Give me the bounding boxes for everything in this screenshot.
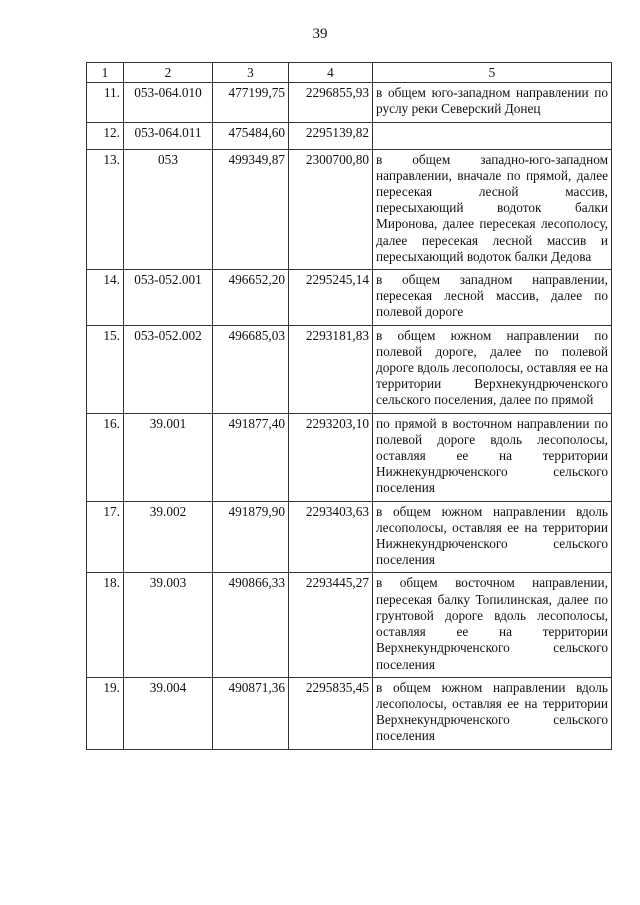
header-col-3: 3: [213, 63, 289, 83]
x-coordinate: 490866,33: [213, 573, 289, 677]
header-col-5: 5: [373, 63, 612, 83]
point-code: 39.002: [124, 501, 213, 573]
table-row: [87, 413, 612, 501]
point-code: 39.001: [124, 413, 213, 501]
row-number: 14.: [87, 270, 124, 326]
boundary-points-table: [86, 62, 612, 750]
boundary-description: в общем южном направлении вдоль лесополосы, оставляя ее на территории Нижнекундрюченского сельского поселения: [373, 501, 612, 573]
table-row: [87, 270, 612, 326]
boundary-description: [373, 122, 612, 149]
x-coordinate: 491879,90: [213, 501, 289, 573]
table-row: [87, 83, 612, 122]
x-coordinate: 496685,03: [213, 325, 289, 413]
x-coordinate: 499349,87: [213, 149, 289, 269]
table-row: [87, 149, 612, 269]
row-number: 11.: [87, 83, 124, 122]
row-number: 12.: [87, 122, 124, 149]
x-coordinate: 477199,75: [213, 83, 289, 122]
table-header-row: [87, 63, 612, 83]
y-coordinate: 2300700,80: [289, 149, 373, 269]
x-coordinate: 496652,20: [213, 270, 289, 326]
point-code: 053-052.001: [124, 270, 213, 326]
y-coordinate: 2293403,63: [289, 501, 373, 573]
boundary-description: в общем южном направлении вдоль лесополосы, оставляя ее на территории Верхнекундрюченского сельского поселения: [373, 677, 612, 749]
row-number: 18.: [87, 573, 124, 677]
x-coordinate: 490871,36: [213, 677, 289, 749]
boundary-description: в общем восточном направлении, пересекая балку Топилинская, далее по грунтовой дороге вдоль лесополосы, оставляя ее на территории Верхнекундрюченского сельского поселения: [373, 573, 612, 677]
point-code: 053: [124, 149, 213, 269]
y-coordinate: 2295245,14: [289, 270, 373, 326]
point-code: 39.004: [124, 677, 213, 749]
table-row: [87, 677, 612, 749]
y-coordinate: 2295835,45: [289, 677, 373, 749]
y-coordinate: 2295139,82: [289, 122, 373, 149]
boundary-description: в общем западно-юго-западном направлении, вначале по прямой, далее пересекая лесной массив, пересыхающий водоток балки Миронова, далее пересекая лесополосу, далее пересекая лесной массив и пересыхающий водоток балки Дедова: [373, 149, 612, 269]
row-number: 17.: [87, 501, 124, 573]
x-coordinate: 491877,40: [213, 413, 289, 501]
y-coordinate: 2293181,83: [289, 325, 373, 413]
row-number: 16.: [87, 413, 124, 501]
table-row: [87, 501, 612, 573]
point-code: 053-064.011: [124, 122, 213, 149]
y-coordinate: 2293445,27: [289, 573, 373, 677]
row-number: 13.: [87, 149, 124, 269]
table-row: [87, 325, 612, 413]
page-number: 39: [312, 26, 328, 42]
point-code: 39.003: [124, 573, 213, 677]
boundary-description: в общем южном направлении по полевой дороге, далее по полевой дороге вдоль лесополосы, оставляя ее на территории Верхнекундрюченского сельского поселения, далее по прямой: [373, 325, 612, 413]
point-code: 053-052.002: [124, 325, 213, 413]
x-coordinate: 475484,60: [213, 122, 289, 149]
header-col-4: 4: [289, 63, 373, 83]
y-coordinate: 2293203,10: [289, 413, 373, 501]
header-col-1: 1: [87, 63, 124, 83]
table-row: [87, 573, 612, 677]
boundary-description: в общем юго-западном направлении по руслу реки Северский Донец: [373, 83, 612, 122]
table-row: [87, 122, 612, 149]
boundary-description: по прямой в восточном направлении по полевой дороге вдоль лесополосы, оставляя ее на территории Нижнекундрюченского сельского поселения: [373, 413, 612, 501]
point-code: 053-064.010: [124, 83, 213, 122]
boundary-description: в общем западном направлении, пересекая лесной массив, далее по полевой дороге: [373, 270, 612, 326]
header-col-2: 2: [124, 63, 213, 83]
y-coordinate: 2296855,93: [289, 83, 373, 122]
row-number: 19.: [87, 677, 124, 749]
row-number: 15.: [87, 325, 124, 413]
